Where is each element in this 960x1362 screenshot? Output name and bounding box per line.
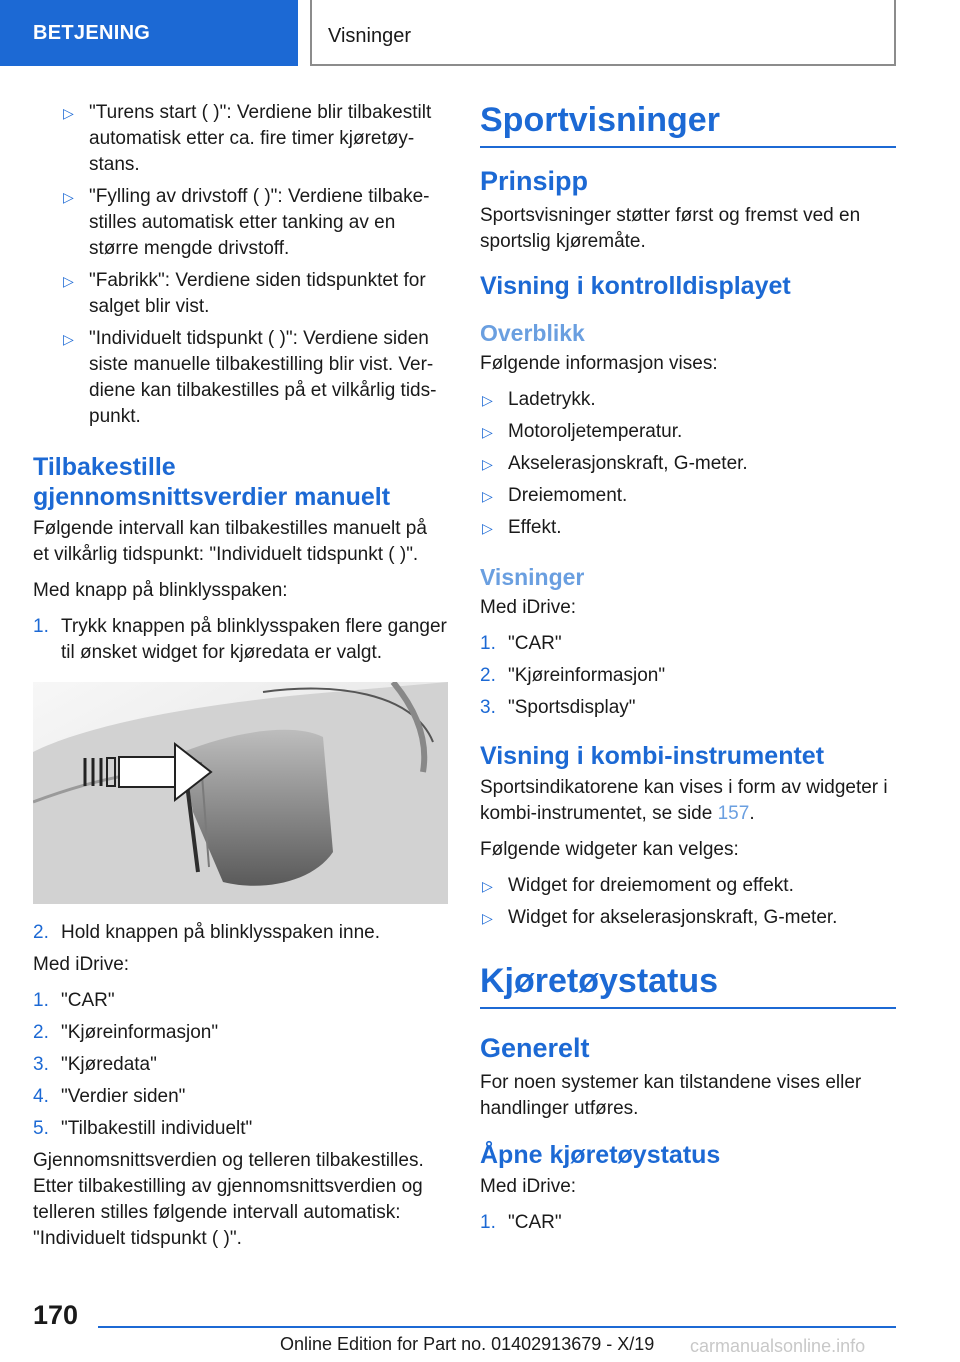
kombi-text: Sportsindikatorene kan vises i form av widgeter i kombi-instrumentet, se side: [480, 777, 888, 824]
step-number: 2.: [33, 1022, 49, 1043]
step-number: 1.: [33, 990, 49, 1011]
chapter-header: [310, 0, 896, 66]
step-text: Trykk knappen på blinklysspaken flere ganger til ønsket widget for kjøredata er valgt.: [61, 616, 447, 663]
paragraph-final: Gjennomsnittsverdien og telleren tilbakestilles. Etter tilbakestilling av gjennomsnittsverdien og telleren stilles følgende intervall automatisk: "Individuelt tidspunkt ( )".: [33, 1150, 424, 1249]
footer-edition: Online Edition for Part no. 01402913679 - X/19: [280, 1334, 655, 1354]
heading-visninger: Visninger: [480, 564, 585, 590]
step-text: Hold knappen på blinklysspaken inne.: [61, 922, 380, 943]
triangle-bullet-icon: ▷: [482, 878, 493, 894]
step-number: 5.: [33, 1118, 49, 1139]
list-item: [480, 387, 896, 413]
paragraph-interval: Følgende intervall kan tilbakestilles manuelt på et vilkårlig tidspunkt: "Individuelt tidspunkt ( )".: [33, 518, 427, 565]
paragraph-button: Med knapp på blinklysspaken:: [33, 580, 288, 601]
paragraph-idrive: Med iDrive:: [480, 597, 577, 618]
list-item: [61, 100, 448, 178]
step-number: 1.: [480, 633, 496, 654]
list-item: [33, 920, 448, 946]
triangle-bullet-icon: ▷: [63, 105, 74, 121]
triangle-bullet-icon: ▷: [482, 520, 493, 536]
section-heading-reset: [33, 452, 448, 512]
list-item-text: Dreiemoment.: [508, 485, 628, 506]
list-item: [33, 1052, 448, 1078]
triangle-bullet-icon: ▷: [482, 392, 493, 408]
list-item: [61, 184, 448, 262]
triangle-bullet-icon: ▷: [63, 189, 74, 205]
heading-kjoretoystatus: Kjøretøystatus: [480, 961, 896, 1009]
heading-sportvisninger: Sportvisninger: [480, 100, 896, 148]
paragraph-widgets: Følgende widgeter kan velges:: [480, 839, 739, 860]
list-item: [480, 419, 896, 445]
chapter-label: Visninger: [328, 24, 412, 47]
paragraph-info: Følgende informasjon vises:: [480, 353, 718, 374]
list-item: [61, 268, 448, 320]
step-number: 3.: [480, 697, 496, 718]
turn-signal-lever-illustration: [33, 682, 448, 904]
step-number: 3.: [33, 1054, 49, 1075]
step-number: 1.: [480, 1212, 496, 1233]
step-number: 4.: [33, 1086, 49, 1107]
step-text: "Tilbakestill individuelt": [61, 1118, 253, 1139]
list-item: [33, 1084, 448, 1110]
list-item-text: "Turens start ( )": Verdiene blir tilbakestilt automatisk etter ca. fire timer kjøretøystans.: [89, 102, 432, 175]
list-item: [480, 515, 896, 541]
triangle-bullet-icon: ▷: [482, 910, 493, 926]
list-item: [33, 1116, 448, 1142]
footer-divider: [98, 1326, 896, 1328]
section-tab: [0, 0, 298, 66]
heading-line-2: gjennomsnittsverdier manuelt: [33, 483, 391, 511]
list-item-text: Motoroljetemperatur.: [508, 421, 683, 442]
paragraph-idrive: Med iDrive:: [33, 954, 130, 975]
heading-apne: Åpne kjøretøystatus: [480, 1141, 721, 1169]
list-item-text: "Fylling av drivstoff ( )": Verdiene tilbakestilles automatisk etter tanking av en større mengde drivstoff.: [89, 186, 430, 259]
step-text: "Kjøredata": [61, 1054, 157, 1075]
list-item-text: Widget for dreiemoment og effekt.: [508, 875, 794, 896]
list-item-text: Ladetrykk.: [508, 389, 596, 410]
paragraph-kombi: [480, 775, 896, 827]
step-number: 2.: [33, 922, 49, 943]
list-item-text: "Fabrikk": Verdiene siden tidspunktet for salget blir vist.: [89, 270, 426, 317]
heading-kontrolldisplay: Visning i kontrolldisplayet: [480, 272, 791, 300]
list-item-text: Effekt.: [508, 517, 562, 538]
step-text: "Kjøreinformasjon": [508, 665, 666, 686]
triangle-bullet-icon: ▷: [482, 456, 493, 472]
step-text: "Sportsdisplay": [508, 697, 636, 718]
list-item: [480, 483, 896, 509]
list-item: [480, 663, 896, 689]
step-text: "CAR": [508, 1212, 562, 1233]
list-item: [33, 988, 448, 1014]
page-number: 170: [33, 1300, 79, 1330]
section-label: BETJENING: [33, 21, 151, 44]
kombi-end: .: [749, 803, 755, 824]
step-text: "CAR": [61, 990, 115, 1011]
heading-line-1: Tilbakestille: [33, 453, 176, 481]
triangle-bullet-icon: ▷: [482, 424, 493, 440]
triangle-bullet-icon: ▷: [63, 331, 74, 347]
list-item: [480, 873, 896, 899]
triangle-bullet-icon: ▷: [63, 273, 74, 289]
right-column: [480, 100, 896, 1242]
list-item-text: Widget for akselerasjonskraft, G-meter.: [508, 907, 838, 928]
list-item: [480, 451, 896, 477]
paragraph-idrive2: Med iDrive:: [480, 1176, 577, 1197]
list-item-text: "Individuelt tidspunkt ( )": Verdiene siden siste manuelle tilbakestilling blir vist. Verdiene kan tilbakestilles på et vilkårlig tidspunkt.: [89, 328, 437, 427]
list-item: [480, 905, 896, 931]
step-number: 1.: [33, 616, 49, 637]
left-column: [33, 100, 448, 1262]
lever-drawing: [33, 682, 448, 904]
step-text: "CAR": [508, 633, 562, 654]
step-text: "Kjøreinformasjon": [61, 1022, 219, 1043]
heading-kombi: Visning i kombi-instrumentet: [480, 742, 825, 770]
triangle-bullet-icon: ▷: [482, 488, 493, 504]
paragraph-prinsipp: Sportsvisninger støtter først og fremst ved en sportslig kjøremåte.: [480, 205, 861, 252]
watermark: carmanualsonline.info: [690, 1336, 866, 1356]
page-link-157[interactable]: 157: [717, 803, 750, 824]
step-text: "Verdier siden": [61, 1086, 186, 1107]
heading-prinsipp: Prinsipp: [480, 166, 589, 196]
list-item: [480, 1210, 896, 1236]
list-item: [480, 631, 896, 657]
list-item: [33, 1020, 448, 1046]
list-item: [480, 695, 896, 721]
heading-generelt: Generelt: [480, 1033, 590, 1063]
paragraph-generelt: For noen systemer kan tilstandene vises eller handlinger utføres.: [480, 1072, 862, 1119]
list-item: [61, 326, 448, 430]
list-item: [33, 614, 448, 666]
step-number: 2.: [480, 665, 496, 686]
heading-overblikk: Overblikk: [480, 320, 585, 346]
list-item-text: Akselerasjonskraft, G-meter.: [508, 453, 748, 474]
